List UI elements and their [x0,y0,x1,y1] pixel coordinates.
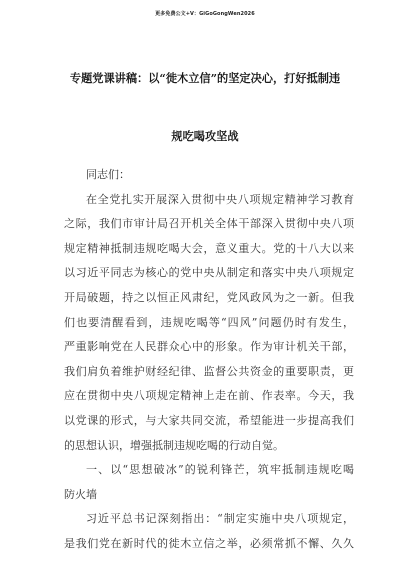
body-line: 应在贯彻中央八项规定精神上走在前、作表率。今天，我 [64,389,354,403]
body-line: 们也要清醒看到，违规吃喝等“四风”问题仍时有发生， [64,315,354,329]
document-title-line-1: 专题党课讲稿：以“徙木立信”的坚定决心，打好抵制违 [69,71,341,85]
section-heading-line: 防火墙 [64,487,97,501]
section-heading-line: 一、以“思想破冰”的锐利锋芒，筑牢抵制违规吃喝 [86,463,354,477]
salutation: 同志们： [86,168,130,181]
body-line: 以习近平同志为核心的党中央从制定和落实中央八项规定 [64,266,354,280]
document-body [64,163,354,557]
body-line: 在全党扎实开展深入贯彻中央八项规定精神学习教育 [86,192,354,206]
body-line: 以党课的形式，与大家共同交流，希望能进一步提高我们 [64,413,354,427]
body-line: 之际，我们市审计局召开机关全体干部深入贯彻中央八项 [64,217,354,231]
body-line: 规定精神抵制违规吃喝大会，意义重大。党的十八大以来 [64,241,354,255]
body-line: 开局破题，持之以恒正风肃纪，党风政风为之一新。但我 [64,290,354,304]
body-line: 是我们党在新时代的徙木立信之举，必须常抓不懈、久久 [64,536,354,550]
body-line: 的思想认识，增强抵制违规吃喝的行动自觉。 [64,438,284,452]
header-watermark: 更多免费公文+V：GiGoGongWen2026 [155,11,255,17]
document-title-line-2: 规吃喝攻坚战 [171,129,239,143]
body-line: 严重影响党在人民群众心中的形象。作为审计机关干部， [64,340,354,354]
body-line: 习近平总书记深刻指出：“制定实施中央八项规定， [86,512,354,526]
body-line: 我们肩负着维护财经纪律、监督公共资金的重要职责，更 [64,364,354,378]
